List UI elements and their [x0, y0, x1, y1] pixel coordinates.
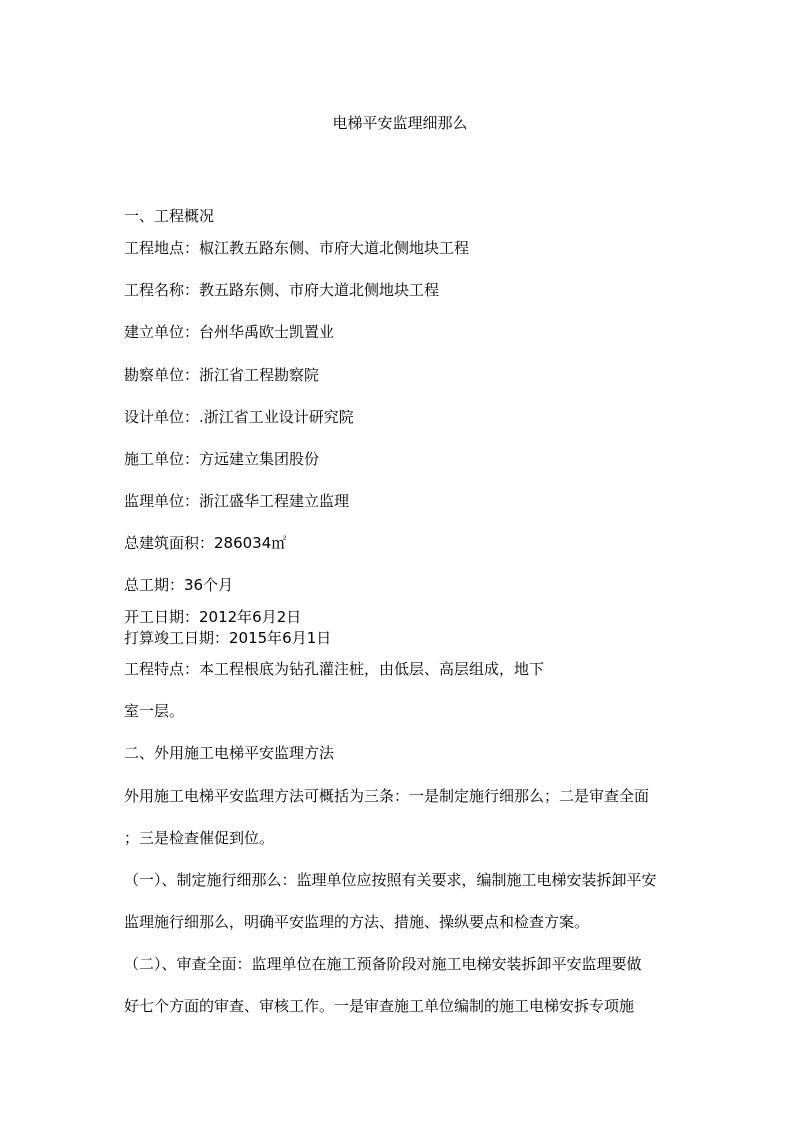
section-heading-overview: 一、工程概况 — [124, 207, 215, 225]
paragraph-1-line-1: 外用施工电梯平安监理方法可概括为三条：一是制定施行细那么；二是审查全面 — [124, 787, 650, 805]
features-line-2: 室一层。 — [124, 702, 185, 720]
paragraph-2-line-1: （一）、制定施行细那么：监理单位应按照有关要求，编制施工电梯安装拆卸平安 — [124, 871, 657, 889]
project-location-line: 工程地点：椒江教五路东侧、市府大道北侧地块工程 — [124, 239, 470, 257]
start-date-line: 开工日期：2012年6月2日 — [124, 608, 302, 626]
construction-unit-line: 建立单位：台州华禹欧士凯置业 — [124, 323, 335, 341]
paragraph-1-line-2: ；三是检查催促到位。 — [124, 829, 275, 847]
survey-unit-line: 勘察单位：浙江省工程勘察院 — [124, 366, 320, 384]
paragraph-2-line-2: 监理施行细那么，明确平安监理的方法、措施、操纵要点和检查方案。 — [124, 913, 590, 931]
design-unit-line: 设计单位：.浙江省工业设计研究院 — [124, 408, 354, 426]
features-line-1: 工程特点：本工程根底为钻孔灌注桩，由低层、高层组成，地下 — [124, 660, 545, 678]
supervision-unit-line: 监理单位：浙江盛华工程建立监理 — [124, 492, 350, 510]
total-area-line: 总建筑面积：286034㎡ — [124, 534, 287, 552]
document-title: 电梯平安监理细那么 — [332, 114, 468, 132]
total-duration-line: 总工期：36个月 — [124, 576, 234, 594]
paragraph-3-line-1: （二）、审查全面：监理单位在施工预备阶段对施工电梯安装拆卸平安监理要做 — [124, 955, 642, 973]
paragraph-3-line-2: 好七个方面的审查、审核工作。一是审查施工单位编制的施工电梯安拆专项施 — [124, 997, 635, 1015]
contractor-unit-line: 施工单位：方远建立集团股份 — [124, 450, 320, 468]
planned-completion-line: 打算竣工日期：2015年6月1日 — [124, 629, 332, 647]
project-name-line: 工程名称：教五路东侧、市府大道北侧地块工程 — [124, 281, 440, 299]
section-heading-elevator-safety: 二、外用施工电梯平安监理方法 — [124, 744, 335, 762]
